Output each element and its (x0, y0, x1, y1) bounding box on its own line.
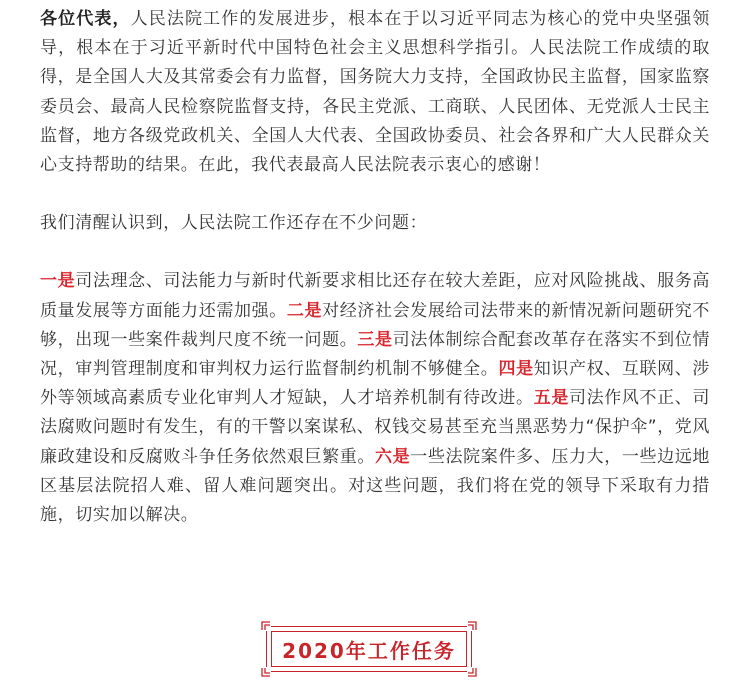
problem-text: 知识产权、互联网、涉外等领域高素质专业化审判人才短缺，人才培养机制有待改进。 (40, 359, 710, 409)
problem-marker: 四是 (498, 359, 534, 380)
problem-marker: 二是 (286, 300, 323, 321)
section-title: 2020年工作任务 (282, 638, 456, 663)
paragraph-text: 我们清醒认识到，人民法院工作还存在不少问题： (40, 213, 428, 234)
paragraph-text: 人民法院工作的发展进步，根本在于以习近平同志为核心的党中央坚强领导，根本在于习近平新时代中国特色社会主义思想科学指引。人民法院工作成绩的取得，是全国人大及其常委会有力监督，国务院大力支持，全国政协民主监督，国家监察委员会、最高人民检察院监督支持，各民主党派、工商联、人民团体、无党派人士民主监督，地方各级党政机关、全国人大代表、全国政协委员、社会各界和广大人民群众关心支持帮助的结果。在此，我代表最高人民法院表示衷心的感谢！ (40, 9, 711, 176)
corner-ornament-icon (261, 621, 271, 631)
problem-marker: 三是 (357, 329, 393, 350)
article-body (40, 0, 710, 530)
section-title-badge (266, 626, 472, 672)
problem-text: 一些法院案件多、压力大，一些边远地区基层法院招人难、留人难问题突出。对这些问题，我们将在党的领导下采取有力措施，切实加以解决。 (40, 446, 710, 526)
paragraph-problems-list (40, 267, 710, 530)
corner-ornament-icon (261, 667, 271, 677)
problem-marker: 一是 (40, 271, 76, 292)
problem-text: 司法作风不正、司法腐败问题时有发生，有的干警以案谋私、权钱交易甚至充当黑恶势力“保护伞”，党风廉政建设和反腐败斗争任务依然艰巨繁重。 (40, 388, 711, 467)
problem-marker: 六是 (375, 446, 411, 467)
problem-text: 对经济社会发展给司法带来的新情况新问题研究不够，出现一些案件裁判尺度不统一问题。 (40, 300, 710, 350)
problem-text: 司法理念、司法能力与新时代新要求相比还存在较大差距，应对风险挑战、服务高质量发展等方面能力还需加强。 (40, 271, 710, 321)
paragraph-lead: 各位代表， (40, 9, 131, 29)
paragraph-acknowledgement (40, 5, 710, 180)
problem-text: 司法体制综合配套改革存在落实不到位情况，审判管理制度和审判权力运行监督制约机制不够健全。 (40, 329, 710, 380)
paragraph-problems-intro (40, 209, 710, 238)
corner-ornament-icon (467, 667, 477, 677)
problem-marker: 五是 (533, 388, 569, 409)
corner-ornament-icon (467, 621, 477, 631)
